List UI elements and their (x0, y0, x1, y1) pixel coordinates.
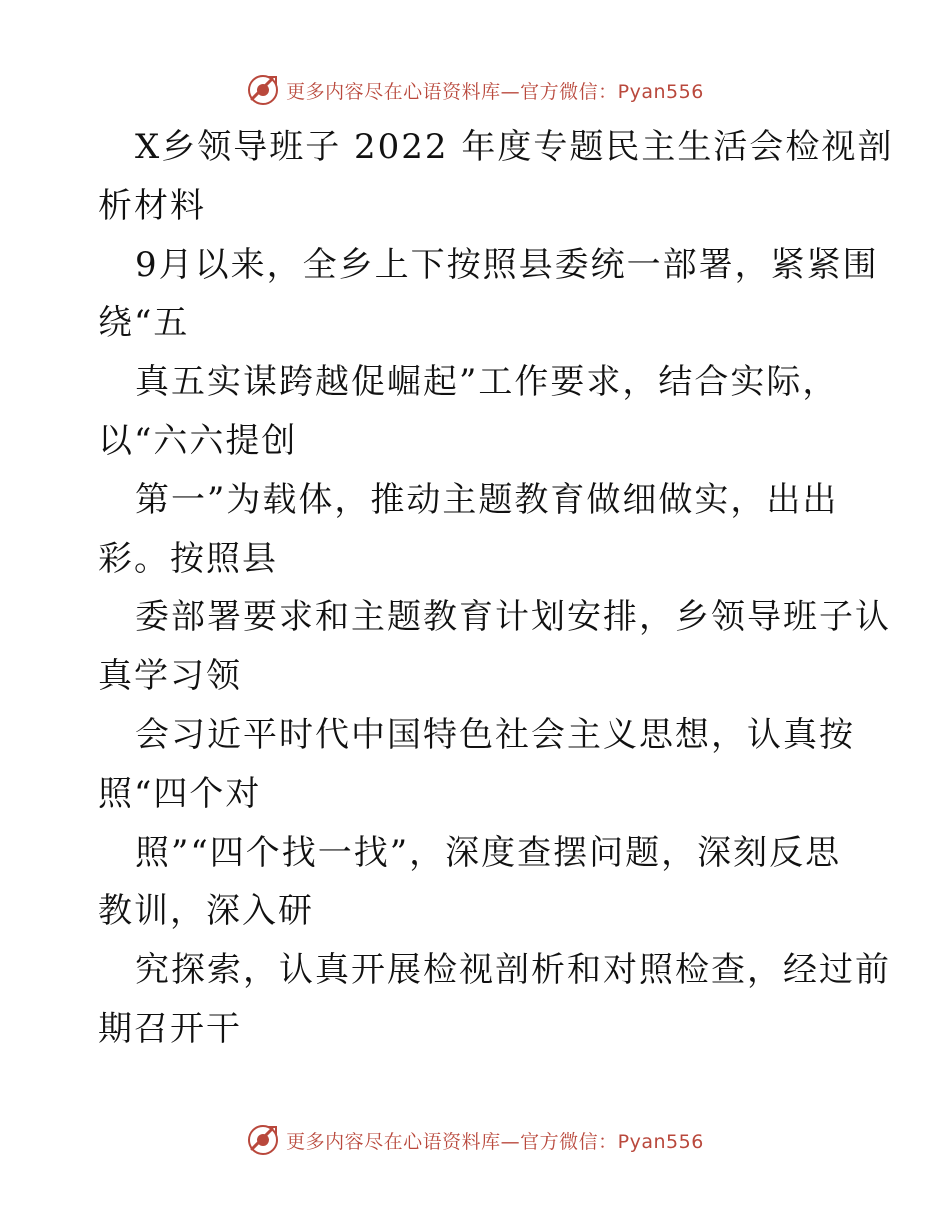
doc-text-line: 照”“四个找一找”，深度查摆问题，深刻反思 (135, 832, 842, 873)
doc-text-line: 真五实谋跨越促崛起”工作要求，结合实际， (135, 362, 839, 403)
doc-text-line: 期召开干 (98, 1008, 242, 1049)
doc-text-line: 彩。按照县 (98, 538, 278, 579)
doc-text-line: 究探索，认真开展检视剖析和对照检查，经过前 (135, 950, 891, 991)
doc-text-line: 9月以来，全乡上下按照县委统一部署，紧紧围 (135, 244, 879, 285)
doc-title-line-1: X乡领导班子 2022 年度专题民主生活会检视剖 (135, 127, 894, 167)
doc-text-line: 会习近平时代中国特色社会主义思想，认真按 (135, 714, 855, 755)
doc-text-line: 真学习领 (98, 656, 242, 697)
watermark-text: 更多内容尽在心语资料库—官方微信：Pyan556 (286, 1130, 704, 1153)
watermark-footer (0, 1120, 950, 1160)
watermark-logo-icon (246, 73, 280, 107)
doc-text-line: 委部署要求和主题教育计划安排，乡领导班子认 (135, 597, 891, 638)
doc-text-line: 绕“五 (98, 303, 190, 344)
doc-text-line: 以“六六提创 (98, 420, 298, 461)
doc-title-line-2: 析材料 (98, 185, 206, 226)
doc-text-line: 照“四个对 (98, 773, 262, 814)
doc-text-line: 第一”为载体，推动主题教育做细做实，出出 (135, 479, 839, 520)
watermark-text: 更多内容尽在心语资料库—官方微信：Pyan556 (286, 80, 704, 103)
doc-text-line: 教训，深入研 (98, 891, 314, 932)
document-body (98, 118, 894, 1059)
watermark-header (0, 70, 950, 110)
watermark-logo-icon (246, 1123, 280, 1157)
